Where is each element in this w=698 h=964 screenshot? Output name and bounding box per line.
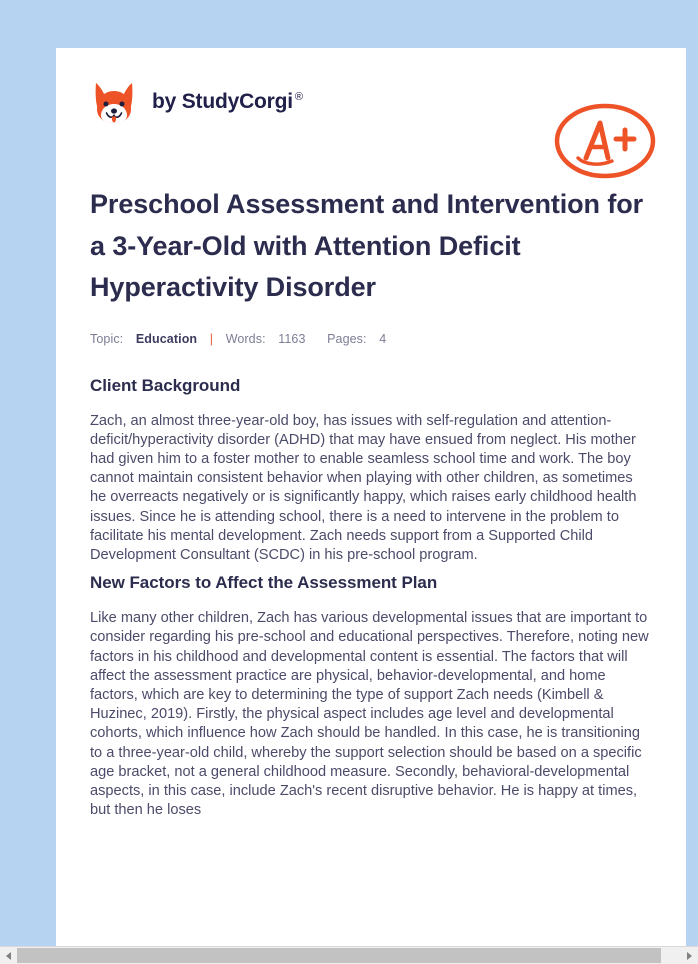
section-paragraph: Like many other children, Zach has various developmental issues that are important to consider regarding his pre-school and educational perspectives. Therefore, noting new factors in his childhood and developmental content is essential. The factors that will affect the assessment practice are physical, behavior-developmental, and home factors, which are key to determining the type of support Zach needs (Kimbell & Huzinec, 2019). Firstly, the physical aspect includes age level and developmental cohorts, which influence how Zach should be handled. In this case, he is transitioning to a three-year-old child, whereby the support selection should be based on a specific age bracket, not a general childhood measure. Secondly, behavioral-developmental aspects, in this case, include Zach's recent disruptive behavior. He is happy at times, but then he loses [90,610,649,819]
section-heading-client-background: Client Background [90,375,241,395]
brand-title: StudyCorgi [181,90,293,113]
meta-topic-value[interactable]: Education [135,331,198,346]
meta-words-label: Words: [225,331,266,346]
triangle-right-icon [687,952,692,960]
scrollbar-track[interactable] [17,947,681,964]
article-meta [90,332,652,346]
meta-words-value: 1163 [278,331,306,346]
meta-pages-label: Pages: [327,331,367,346]
section-heading-new-factors: New Factors to Affect the Assessment Plan [90,573,438,593]
page-title: Preschool Assessment and Intervention for a 3-Year-Old with Attention Deficit Hyperactivity Disorder [90,189,644,302]
brand-prefix: by [152,90,182,113]
section-paragraph: Zach, an almost three-year-old boy, has issues with self-regulation and attention-deficit/hyperactivity disorder (ADHD) that may have ensued from neglect. His mother had given him to a foster mother to enable seamless school time and work. The boy cannot maintain consistent behavior when playing with other children, as sometimes he overreacts negatively or is significantly happy, which raises early childhood health issues. Since he is attending school, there is a need to intervene in the problem to facilitate his mental development. Zach needs support from a Supported Child Development Consultant (SCDC) in his pre-school program. [90,412,637,563]
horizontal-scrollbar[interactable] [0,946,698,964]
corgi-head-icon [90,78,138,126]
meta-pages-value: 4 [379,331,387,346]
article-body [56,156,686,830]
document-page [56,48,686,946]
meta-topic-label: Topic: [90,331,124,346]
meta-separator: | [209,331,214,346]
triangle-left-icon [6,952,11,960]
scrollbar-thumb[interactable] [17,948,661,963]
scroll-left-button[interactable] [0,947,17,964]
a-plus-grade-stamp-icon [552,101,658,181]
registered-trademark-icon: ® [294,91,303,103]
brand-name-text [152,90,303,114]
brand-logo-group[interactable] [90,78,303,126]
scroll-right-button[interactable] [681,947,698,964]
document-header [56,48,686,156]
